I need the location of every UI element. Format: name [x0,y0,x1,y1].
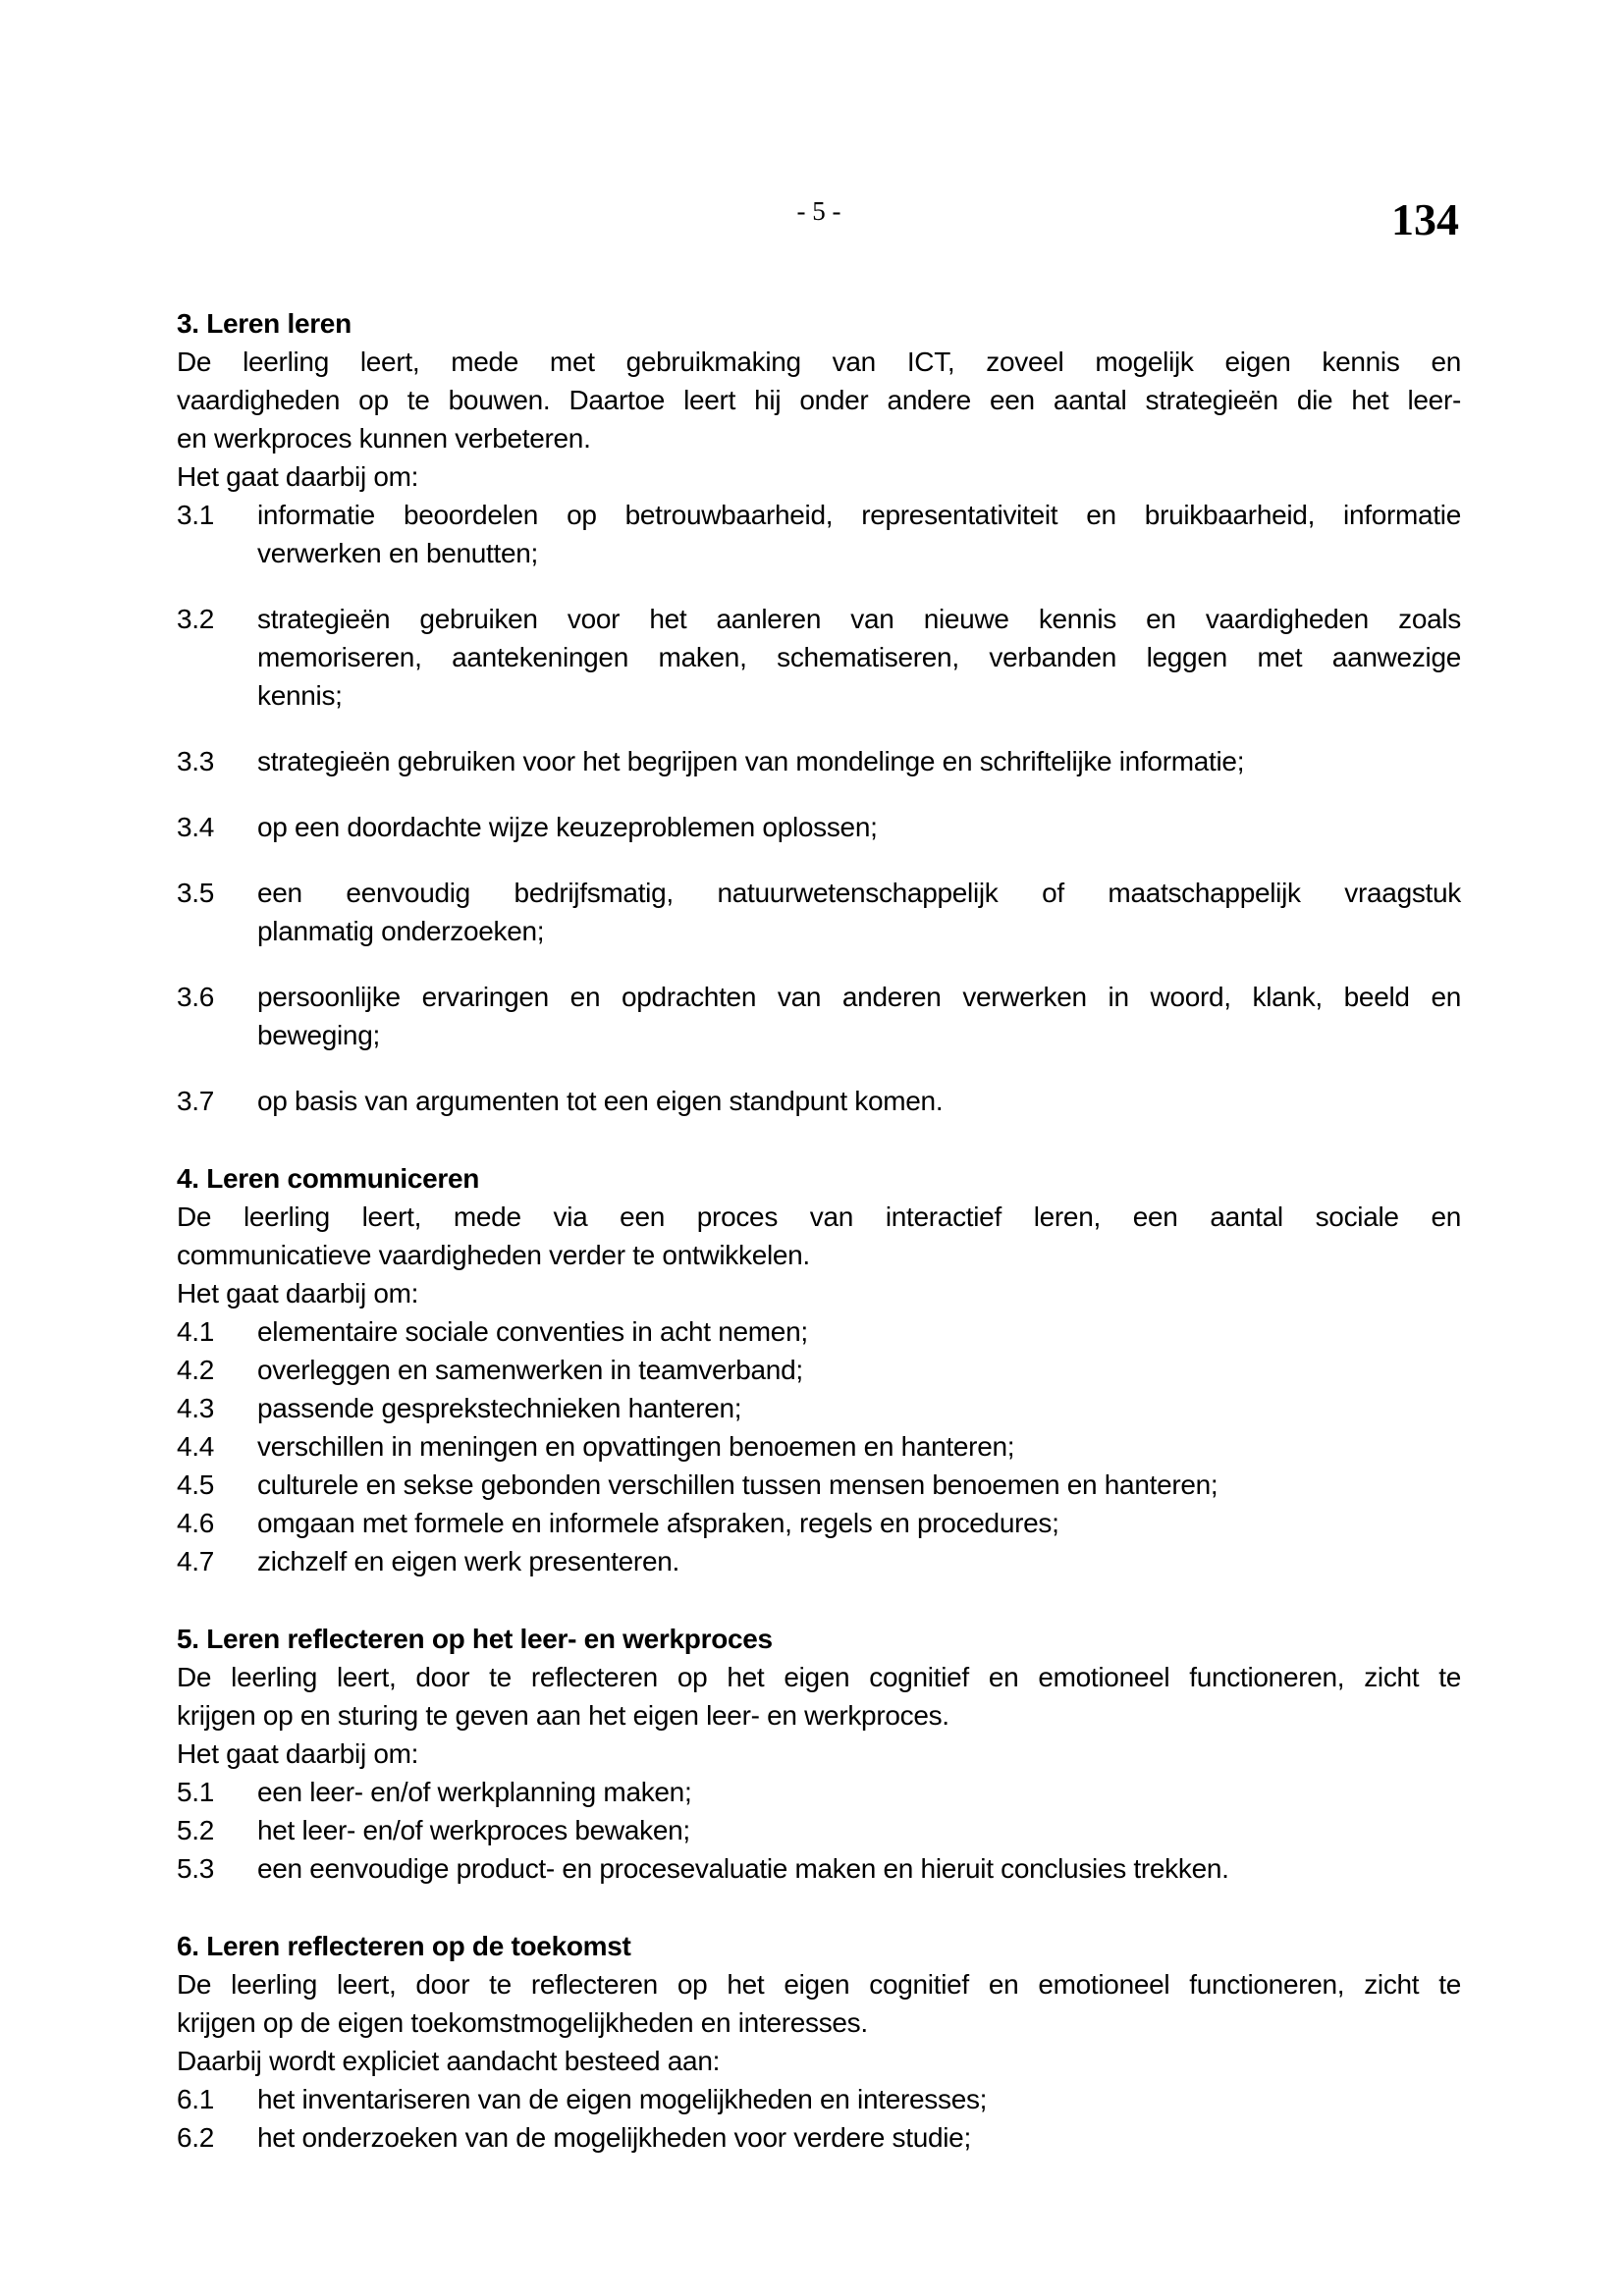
section-4-leren-communiceren [177,1159,1461,1580]
text-line: persoonlijke ervaringen en opdrachten van anderen verwerken in woord, klank, beeld en [257,982,1461,1012]
item-text [257,1849,1461,1888]
text-line: communicatieve vaardigheden verder te ontwikkelen. [177,1240,810,1270]
text-line: overleggen en samenwerken in teamverband; [257,1355,803,1385]
item-number: 3.2 [177,604,215,634]
text-line: een eenvoudig bedrijfsmatig, natuurwetenschappelijk of maatschappelijk vraagstuk [257,878,1461,908]
item-number: 4.1 [177,1316,215,1347]
item-number: 3.5 [177,878,215,908]
list-item [177,2080,1461,2118]
section-heading: 6. Leren reflecteren op de toekomst [177,1931,631,1961]
page-header [177,192,1461,244]
section-intro [177,1658,1461,1735]
list-item [177,1312,1461,1351]
section-intro [177,343,1461,457]
list-item [177,1504,1461,1542]
item-text [257,1389,1461,1427]
text-line: strategieën gebruiken voor het begrijpen van mondelinge en schriftelijke informatie; [257,746,1245,776]
list-item [177,1542,1461,1580]
section-6-leren-reflecteren-toekomst [177,1927,1461,2157]
item-text [257,2080,1461,2118]
item-text [257,1082,1461,1120]
item-number: 5.1 [177,1777,215,1807]
item-number: 5.2 [177,1815,215,1845]
list-item [177,808,1461,846]
item-number: 4.4 [177,1431,215,1462]
item-number: 4.7 [177,1546,215,1576]
text-line: zichzelf en eigen werk presenteren. [257,1546,679,1576]
page-marker: - 5 - [796,196,841,226]
item-text [257,1504,1461,1542]
list-item [177,742,1461,780]
text-line: elementaire sociale conventies in acht nemen; [257,1316,808,1347]
item-number: 3.1 [177,500,215,530]
text-line: memoriseren, aantekeningen maken, schematiseren, verbanden leggen met aanwezige [257,642,1461,672]
item-text [257,1427,1461,1466]
text-line: het inventariseren van de eigen mogelijkheden en interesses; [257,2084,988,2114]
item-text [257,1811,1461,1849]
text-line: een leer- en/of werkplanning maken; [257,1777,692,1807]
text-line: het leer- en/of werkproces bewaken; [257,1815,690,1845]
document-page [177,192,1461,2157]
item-number: 4.6 [177,1508,215,1538]
section-heading: 5. Leren reflecteren op het leer- en werkproces [177,1624,773,1654]
list-item [177,1849,1461,1888]
section-heading: 4. Leren communiceren [177,1163,480,1194]
text-line: informatie beoordelen op betrouwbaarheid, representativiteit en bruikbaarheid, informatie [257,500,1461,530]
list-item [177,600,1461,715]
item-text [257,1542,1461,1580]
item-number: 3.6 [177,982,215,1012]
item-number: 4.3 [177,1393,215,1423]
list-item [177,2118,1461,2157]
list-item [177,1351,1461,1389]
list-item [177,1811,1461,1849]
text-line: beweging; [257,1020,380,1050]
item-number: 4.2 [177,1355,215,1385]
section-lead-in: Het gaat daarbij om: [177,1278,419,1308]
item-list [177,496,1461,1120]
text-line: een eenvoudige product- en procesevaluatie maken en hieruit conclusies trekken. [257,1853,1229,1884]
section-5-leren-reflecteren-werkproces [177,1620,1461,1888]
item-number: 3.3 [177,746,215,776]
item-text [257,1312,1461,1351]
text-line: krijgen op en sturing te geven aan het eigen leer- en werkproces. [177,1700,949,1731]
list-item [177,1082,1461,1120]
list-item [177,496,1461,572]
section-3-leren-leren [177,304,1461,1120]
list-item [177,1389,1461,1427]
section-lead-in: Het gaat daarbij om: [177,1738,419,1769]
item-list [177,2080,1461,2157]
list-item [177,874,1461,950]
text-line: strategieën gebruiken voor het aanleren van nieuwe kennis en vaardigheden zoals [257,604,1461,634]
item-list [177,1312,1461,1580]
item-text [257,1351,1461,1389]
item-number: 5.3 [177,1853,215,1884]
text-line: het onderzoeken van de mogelijkheden voor verdere studie; [257,2122,971,2153]
item-text [257,496,1461,572]
text-line: en werkproces kunnen verbeteren. [177,423,591,454]
item-number: 4.5 [177,1469,215,1500]
list-item [177,1466,1461,1504]
section-lead-in: Daarbij wordt expliciet aandacht besteed aan: [177,2046,721,2076]
text-line: passende gesprekstechnieken hanteren; [257,1393,742,1423]
item-number: 3.7 [177,1086,215,1116]
text-line: verschillen in meningen en opvattingen benoemen en hanteren; [257,1431,1015,1462]
item-text [257,1466,1461,1504]
text-line: vaardigheden op te bouwen. Daartoe leert hij onder andere een aantal strategieën die het leer- [177,385,1461,415]
item-text [257,874,1461,950]
section-heading: 3. Leren leren [177,308,352,339]
text-line: culturele en sekse gebonden verschillen tussen mensen benoemen en hanteren; [257,1469,1218,1500]
item-number: 6.2 [177,2122,215,2153]
item-text [257,808,1461,846]
section-lead-in: Het gaat daarbij om: [177,461,419,492]
text-line: krijgen op de eigen toekomstmogelijkheden en interesses. [177,2007,868,2038]
text-line: verwerken en benutten; [257,538,539,568]
page-number: 134 [1391,194,1459,244]
list-item [177,978,1461,1054]
text-line: De leerling leert, mede met gebruikmaking van ICT, zoveel mogelijk eigen kennis en [177,347,1461,377]
text-line: kennis; [257,680,343,711]
item-text [257,2118,1461,2157]
text-line: op een doordachte wijze keuzeproblemen oplossen; [257,812,878,842]
item-text [257,978,1461,1054]
section-intro [177,1965,1461,2042]
item-text [257,600,1461,715]
item-number: 6.1 [177,2084,215,2114]
item-text [257,742,1461,780]
section-intro [177,1198,1461,1274]
list-item [177,1427,1461,1466]
text-line: De leerling leert, mede via een proces van interactief leren, een aantal sociale en [177,1201,1461,1232]
text-line: omgaan met formele en informele afspraken, regels en procedures; [257,1508,1059,1538]
text-line: op basis van argumenten tot een eigen standpunt komen. [257,1086,944,1116]
item-number: 3.4 [177,812,215,842]
text-line: planmatig onderzoeken; [257,916,545,946]
item-list [177,1773,1461,1888]
text-line: De leerling leert, door te reflecteren op het eigen cognitief en emotioneel functioneren, zicht te [177,1662,1461,1692]
list-item [177,1773,1461,1811]
item-text [257,1773,1461,1811]
text-line: De leerling leert, door te reflecteren op het eigen cognitief en emotioneel functioneren, zicht te [177,1969,1461,2000]
